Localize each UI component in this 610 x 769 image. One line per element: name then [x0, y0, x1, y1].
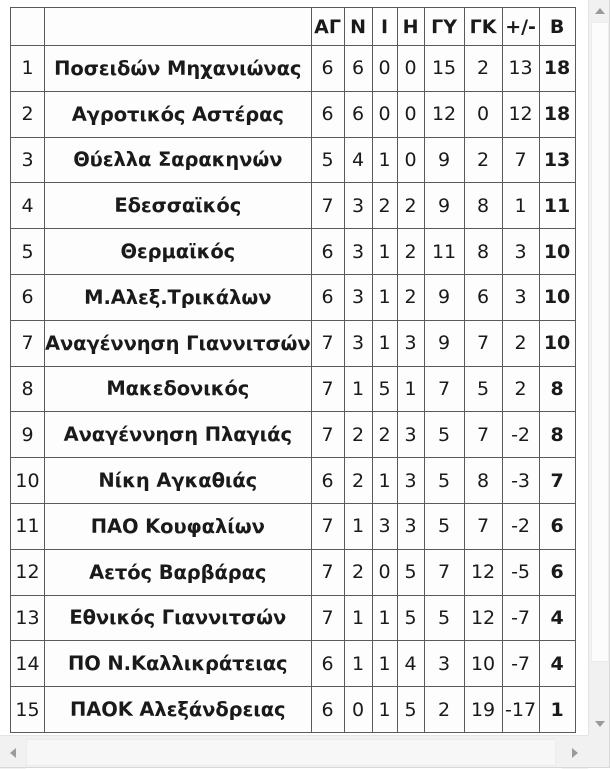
row-draws: 1 [372, 229, 397, 275]
standings-table-container [10, 7, 576, 733]
row-points: 8 [539, 412, 575, 458]
table-row [11, 137, 576, 183]
row-team-name: Αγροτικός Αστέρας [45, 91, 312, 137]
row-draws: 0 [372, 549, 397, 595]
row-draws: 5 [372, 366, 397, 412]
row-goals-against: 8 [464, 458, 502, 504]
row-wins: 6 [344, 46, 372, 92]
row-points: 4 [539, 641, 575, 687]
row-goal-difference: -7 [502, 595, 539, 641]
row-goals-against: 2 [464, 137, 502, 183]
row-wins: 3 [344, 229, 372, 275]
row-matches-played: 6 [311, 46, 344, 92]
row-team-name: Θύελλα Σαρακηνών [45, 137, 312, 183]
table-row [11, 91, 576, 137]
row-goals-for: 11 [424, 229, 464, 275]
row-goals-against: 12 [464, 549, 502, 595]
row-goal-difference: -2 [502, 503, 539, 549]
chevron-up-icon [595, 8, 605, 14]
header-rank [11, 8, 45, 46]
row-rank: 15 [11, 687, 45, 733]
row-draws: 1 [372, 595, 397, 641]
chevron-left-icon [10, 748, 16, 758]
row-team-name: Εθνικός Γιαννιτσών [45, 595, 312, 641]
row-draws: 1 [372, 274, 397, 320]
scroll-right-arrow-icon[interactable] [562, 736, 588, 769]
row-wins: 1 [344, 503, 372, 549]
row-losses: 3 [397, 503, 424, 549]
row-goals-for: 15 [424, 46, 464, 92]
row-matches-played: 7 [311, 183, 344, 229]
chevron-down-icon [595, 721, 605, 727]
row-matches-played: 7 [311, 595, 344, 641]
row-goals-for: 5 [424, 412, 464, 458]
row-goals-against: 6 [464, 274, 502, 320]
row-team-name: Εδεσσαϊκός [45, 183, 312, 229]
row-matches-played: 7 [311, 549, 344, 595]
row-wins: 2 [344, 549, 372, 595]
row-wins: 3 [344, 274, 372, 320]
row-wins: 1 [344, 641, 372, 687]
row-goal-difference: -2 [502, 412, 539, 458]
table-body [11, 46, 576, 733]
row-points: 10 [539, 274, 575, 320]
header-points: Β [539, 8, 575, 46]
row-points: 13 [539, 137, 575, 183]
row-draws: 3 [372, 503, 397, 549]
header-draws: Ι [372, 8, 397, 46]
row-rank: 5 [11, 229, 45, 275]
row-rank: 12 [11, 549, 45, 595]
row-matches-played: 7 [311, 503, 344, 549]
row-draws: 1 [372, 641, 397, 687]
row-rank: 13 [11, 595, 45, 641]
row-draws: 0 [372, 46, 397, 92]
row-losses: 2 [397, 183, 424, 229]
row-rank: 4 [11, 183, 45, 229]
row-goal-difference: 3 [502, 274, 539, 320]
chevron-right-icon [572, 748, 578, 758]
row-goal-difference: 2 [502, 366, 539, 412]
header-goals-against: ΓΚ [464, 8, 502, 46]
row-goals-for: 2 [424, 687, 464, 733]
row-matches-played: 6 [311, 687, 344, 733]
table-row [11, 46, 576, 92]
row-rank: 1 [11, 46, 45, 92]
row-losses: 0 [397, 137, 424, 183]
row-rank: 9 [11, 412, 45, 458]
row-rank: 14 [11, 641, 45, 687]
row-matches-played: 6 [311, 274, 344, 320]
row-team-name: ΠΑΟ Κουφαλίων [45, 503, 312, 549]
header-team [45, 8, 312, 46]
row-matches-played: 6 [311, 229, 344, 275]
row-matches-played: 7 [311, 320, 344, 366]
row-rank: 8 [11, 366, 45, 412]
scroll-up-arrow-icon[interactable] [589, 0, 610, 22]
row-points: 10 [539, 229, 575, 275]
row-team-name: ΠΑΟΚ Αλεξάνδρειας [45, 687, 312, 733]
row-losses: 5 [397, 687, 424, 733]
row-rank: 2 [11, 91, 45, 137]
row-losses: 2 [397, 229, 424, 275]
row-goals-against: 12 [464, 595, 502, 641]
vertical-scrollbar[interactable] [588, 0, 610, 735]
row-points: 4 [539, 595, 575, 641]
row-goals-against: 7 [464, 320, 502, 366]
row-losses: 0 [397, 91, 424, 137]
row-points: 7 [539, 458, 575, 504]
row-team-name: Αναγέννηση Γιαννιτσών [45, 320, 312, 366]
row-goals-for: 5 [424, 503, 464, 549]
header-matches-played: ΑΓ [311, 8, 344, 46]
row-matches-played: 5 [311, 137, 344, 183]
row-goal-difference: 2 [502, 320, 539, 366]
row-wins: 1 [344, 595, 372, 641]
row-draws: 1 [372, 458, 397, 504]
row-draws: 2 [372, 412, 397, 458]
row-matches-played: 6 [311, 91, 344, 137]
scroll-left-arrow-icon[interactable] [0, 736, 26, 769]
row-wins: 3 [344, 183, 372, 229]
row-losses: 3 [397, 412, 424, 458]
horizontal-scrollbar-thumb[interactable] [26, 739, 556, 766]
table-row [11, 595, 576, 641]
row-goals-against: 10 [464, 641, 502, 687]
row-wins: 0 [344, 687, 372, 733]
row-points: 11 [539, 183, 575, 229]
row-rank: 11 [11, 503, 45, 549]
row-draws: 1 [372, 320, 397, 366]
row-goals-against: 5 [464, 366, 502, 412]
row-wins: 1 [344, 366, 372, 412]
row-points: 1 [539, 687, 575, 733]
row-goal-difference: -7 [502, 641, 539, 687]
header-wins: Ν [344, 8, 372, 46]
row-points: 10 [539, 320, 575, 366]
row-team-name: ΠΟ Ν.Καλλικράτειας [45, 641, 312, 687]
row-losses: 5 [397, 549, 424, 595]
table-row [11, 687, 576, 733]
row-team-name: Αετός Βαρβάρας [45, 549, 312, 595]
row-rank: 6 [11, 274, 45, 320]
row-rank: 7 [11, 320, 45, 366]
row-team-name: Ποσειδών Μηχανιώνας [45, 46, 312, 92]
row-goals-for: 3 [424, 641, 464, 687]
table-row [11, 641, 576, 687]
row-losses: 5 [397, 595, 424, 641]
row-points: 6 [539, 503, 575, 549]
table-row [11, 274, 576, 320]
header-row [11, 8, 576, 46]
row-wins: 2 [344, 412, 372, 458]
row-goals-for: 9 [424, 320, 464, 366]
row-goals-against: 7 [464, 503, 502, 549]
row-goals-against: 8 [464, 229, 502, 275]
row-losses: 3 [397, 458, 424, 504]
row-team-name: Μακεδονικός [45, 366, 312, 412]
row-draws: 1 [372, 137, 397, 183]
header-losses: Η [397, 8, 424, 46]
row-goals-for: 5 [424, 458, 464, 504]
table-row [11, 320, 576, 366]
row-goal-difference: 7 [502, 137, 539, 183]
header-goals-for: ΓΥ [424, 8, 464, 46]
vertical-scrollbar-thumb[interactable] [591, 22, 609, 662]
table-row [11, 503, 576, 549]
row-points: 6 [539, 549, 575, 595]
table-row [11, 549, 576, 595]
league-standings-table [10, 7, 576, 733]
row-goals-for: 7 [424, 366, 464, 412]
row-draws: 2 [372, 183, 397, 229]
scroll-down-arrow-icon[interactable] [589, 713, 610, 735]
row-wins: 3 [344, 320, 372, 366]
row-losses: 3 [397, 320, 424, 366]
row-losses: 2 [397, 274, 424, 320]
table-row [11, 412, 576, 458]
row-matches-played: 6 [311, 641, 344, 687]
table-row [11, 458, 576, 504]
row-team-name: Αναγέννηση Πλαγιάς [45, 412, 312, 458]
row-goals-for: 9 [424, 183, 464, 229]
row-goals-against: 0 [464, 91, 502, 137]
row-wins: 6 [344, 91, 372, 137]
row-goal-difference: -5 [502, 549, 539, 595]
header-goal-difference: +/- [502, 8, 539, 46]
row-matches-played: 7 [311, 366, 344, 412]
row-goals-for: 9 [424, 137, 464, 183]
row-goals-against: 8 [464, 183, 502, 229]
row-rank: 3 [11, 137, 45, 183]
row-draws: 0 [372, 91, 397, 137]
row-goals-against: 7 [464, 412, 502, 458]
row-points: 18 [539, 46, 575, 92]
row-rank: 10 [11, 458, 45, 504]
scrollbar-corner [588, 735, 610, 768]
row-goals-against: 2 [464, 46, 502, 92]
row-goal-difference: 12 [502, 91, 539, 137]
row-goal-difference: -17 [502, 687, 539, 733]
row-losses: 4 [397, 641, 424, 687]
row-goals-for: 12 [424, 91, 464, 137]
row-goals-for: 9 [424, 274, 464, 320]
row-points: 18 [539, 91, 575, 137]
horizontal-scrollbar[interactable] [0, 735, 588, 768]
row-team-name: Θερμαϊκός [45, 229, 312, 275]
row-goal-difference: 13 [502, 46, 539, 92]
row-goals-for: 5 [424, 595, 464, 641]
table-row [11, 183, 576, 229]
row-goal-difference: -3 [502, 458, 539, 504]
row-wins: 2 [344, 458, 372, 504]
row-team-name: Μ.Αλεξ.Τρικάλων [45, 274, 312, 320]
row-goals-against: 19 [464, 687, 502, 733]
row-points: 8 [539, 366, 575, 412]
row-wins: 4 [344, 137, 372, 183]
table-row [11, 366, 576, 412]
row-matches-played: 6 [311, 458, 344, 504]
row-goal-difference: 3 [502, 229, 539, 275]
row-losses: 0 [397, 46, 424, 92]
row-goal-difference: 1 [502, 183, 539, 229]
table-header [11, 8, 576, 46]
row-losses: 1 [397, 366, 424, 412]
row-team-name: Νίκη Αγκαθιάς [45, 458, 312, 504]
row-goals-for: 7 [424, 549, 464, 595]
table-row [11, 229, 576, 275]
row-matches-played: 7 [311, 412, 344, 458]
row-draws: 1 [372, 687, 397, 733]
